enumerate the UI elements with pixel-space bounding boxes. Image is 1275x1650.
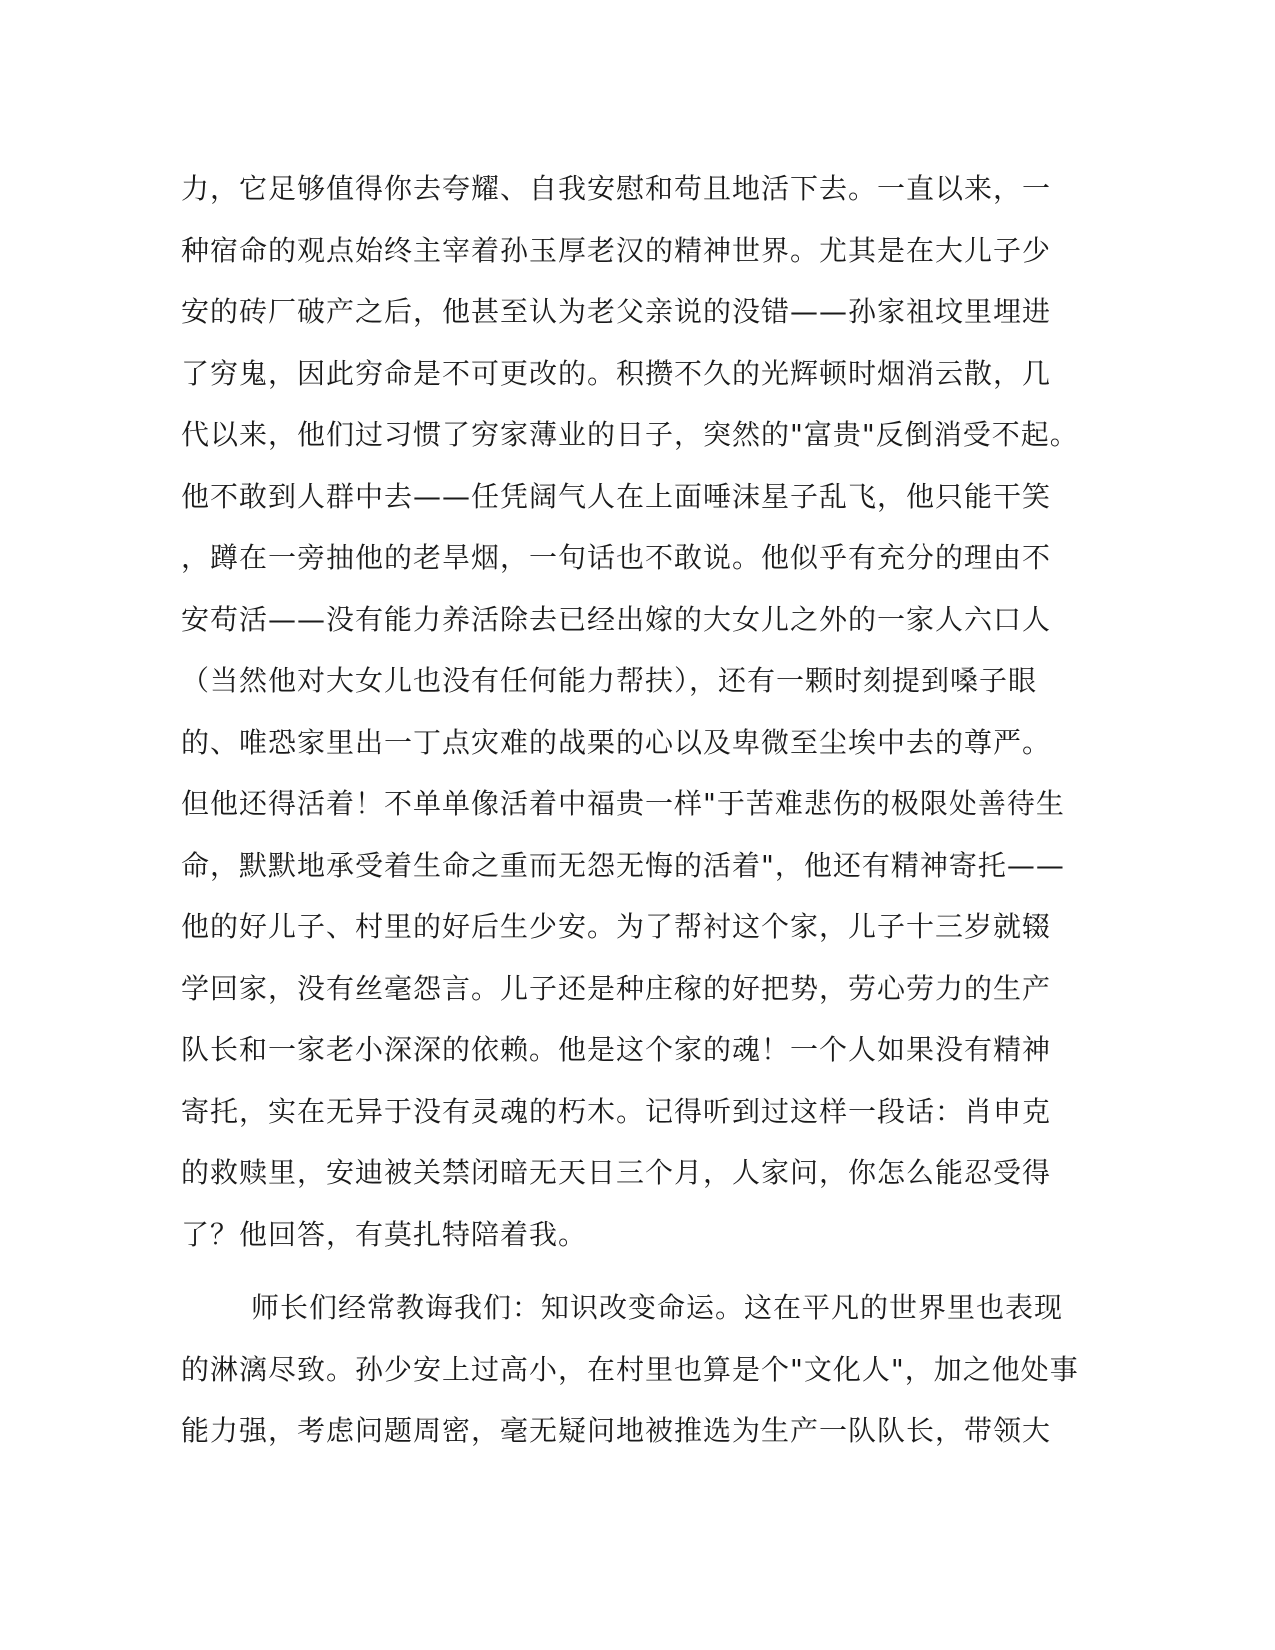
text-line: 安的砖厂破产之后，他甚至认为老父亲说的没错——孙家祖坟里埋进 <box>181 295 1052 328</box>
text-line: 他的好儿子、村里的好后生少安。为了帮衬这个家，儿子十三岁就辍 <box>181 910 1052 943</box>
text-line: 的救赎里，安迪被关禁闭暗无天日三个月，人家问，你怎么能忍受得 <box>181 1156 1052 1189</box>
text-line: 了穷鬼，因此穷命是不可更改的。积攒不久的光辉顿时烟消云散，几 <box>181 356 1052 390</box>
text-line: 安苟活——没有能力养活除去已经出嫁的大女儿之外的一家人六口人 <box>181 602 1052 636</box>
text-line: 的、唯恐家里出一丁点灾难的战栗的心以及卑微至尘埃中去的尊严。 <box>181 725 1052 759</box>
text-line: 力，它足够值得你去夸耀、自我安慰和苟且地活下去。一直以来，一 <box>181 172 1052 205</box>
text-line: 代以来，他们过习惯了穷家薄业的日子，突然的"富贵"反倒消受不起。 <box>181 418 1079 451</box>
text-line: 他不敢到人群中去——任凭阔气人在上面唾沫星子乱飞，他只能干笑 <box>181 479 1052 513</box>
body-text <box>181 158 1079 1462</box>
text-line: 命，默默地承受着生命之重而无怨无悔的活着"，他还有精神寄托—— <box>181 848 1065 882</box>
text-line: （当然他对大女儿也没有任何能力帮扶），还有一颗时刻提到嗓子眼 <box>181 664 1038 697</box>
text-line: 但他还得活着！不单单像活着中福贵一样"于苦难悲伤的极限处善待生 <box>181 787 1065 820</box>
text-line: 种宿命的观点始终主宰着孙玉厚老汉的精神世界。尤其是在大儿子少 <box>181 233 1052 267</box>
text-line: ，蹲在一旁抽他的老旱烟，一句话也不敢说。他似乎有充分的理由不 <box>181 541 1052 574</box>
paragraph-start-line: 师长们经常教诲我们：知识改变命运。这在平凡的世界里也表现 <box>251 1291 1064 1324</box>
text-line: 了？他回答，有莫扎特陪着我。 <box>181 1217 588 1251</box>
text-line: 学回家，没有丝毫怨言。儿子还是种庄稼的好把势，劳心劳力的生产 <box>181 971 1052 1005</box>
text-line: 队长和一家老小深深的依赖。他是这个家的魂！一个人如果没有精神 <box>181 1033 1052 1066</box>
text-line: 的淋漓尽致。孙少安上过高小，在村里也算是个"文化人"，加之他处事 <box>181 1352 1079 1386</box>
text-line: 能力强，考虑问题周密，毫无疑问地被推选为生产一队队长，带领大 <box>181 1414 1052 1447</box>
text-line: 寄托，实在无异于没有灵魂的朽木。记得听到过这样一段话：肖申克 <box>181 1094 1052 1128</box>
